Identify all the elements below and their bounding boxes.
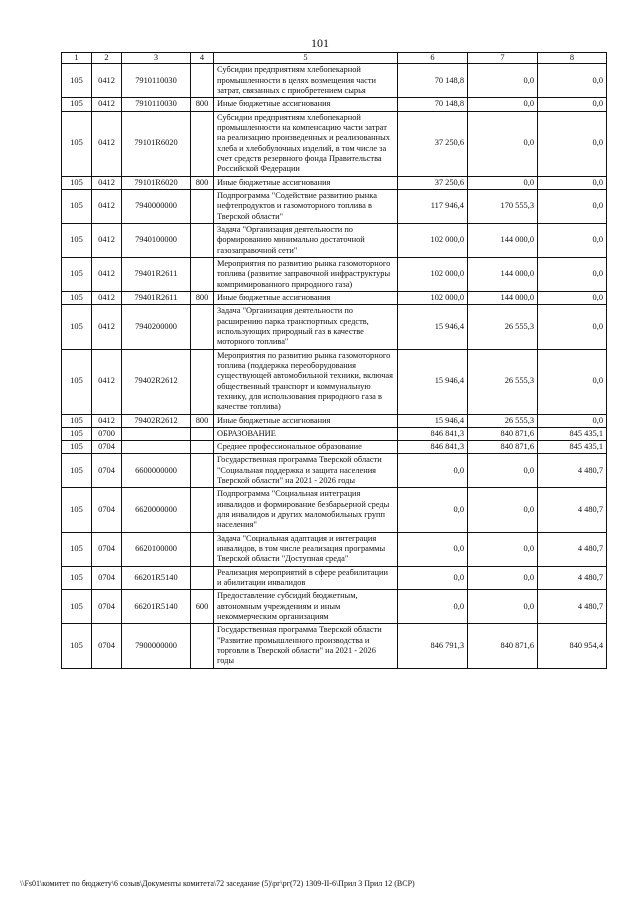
cell-amount-col8: 0,0 bbox=[538, 98, 607, 111]
cell-expense-type bbox=[191, 532, 214, 566]
cell-name: Иные бюджетные ассигнования bbox=[214, 176, 398, 189]
cell-amount-col7: 144 000,0 bbox=[468, 223, 538, 257]
cell-amount-col6: 846 841,3 bbox=[398, 427, 468, 440]
cell-amount-col7: 840 871,6 bbox=[468, 441, 538, 454]
cell-amount-col8: 0,0 bbox=[538, 291, 607, 304]
cell-amount-col8: 0,0 bbox=[538, 223, 607, 257]
cell-amount-col8: 4 480,7 bbox=[538, 488, 607, 532]
cell-amount-col7: 840 871,6 bbox=[468, 624, 538, 668]
cell-amount-col8: 0,0 bbox=[538, 64, 607, 98]
cell-name: Иные бюджетные ассигнования bbox=[214, 98, 398, 111]
cell-section-code: 0704 bbox=[92, 441, 122, 454]
cell-target-article: 79101R6020 bbox=[122, 176, 191, 189]
table-row bbox=[62, 590, 607, 624]
table-row bbox=[62, 64, 607, 98]
column-header: 4 bbox=[191, 53, 214, 64]
cell-name: Мероприятия по развитию рынка газомоторного топлива (поддержка переоборудования существующей автомобильной техники, включая общественный транспорт и коммунальную технику, для использования природного газа в качестве топлива) bbox=[214, 349, 398, 414]
cell-expense-type bbox=[191, 566, 214, 590]
cell-expense-type bbox=[191, 454, 214, 488]
cell-amount-col8: 0,0 bbox=[538, 111, 607, 176]
cell-expense-type bbox=[191, 624, 214, 668]
cell-amount-col8: 4 480,7 bbox=[538, 566, 607, 590]
cell-target-article: 6600000000 bbox=[122, 454, 191, 488]
table-row bbox=[62, 427, 607, 440]
cell-section-code: 0412 bbox=[92, 189, 122, 223]
column-header: 7 bbox=[468, 53, 538, 64]
cell-expense-type bbox=[191, 64, 214, 98]
cell-section-code: 0704 bbox=[92, 624, 122, 668]
cell-ved-code: 105 bbox=[62, 566, 92, 590]
page-number: 101 bbox=[311, 36, 329, 50]
cell-ved-code: 105 bbox=[62, 223, 92, 257]
cell-amount-col6: 117 946,4 bbox=[398, 189, 468, 223]
cell-expense-type: 800 bbox=[191, 291, 214, 304]
cell-amount-col8: 4 480,7 bbox=[538, 532, 607, 566]
cell-amount-col7: 144 000,0 bbox=[468, 257, 538, 291]
cell-amount-col8: 4 480,7 bbox=[538, 590, 607, 624]
cell-section-code: 0412 bbox=[92, 98, 122, 111]
cell-name: Задача "Организация деятельности по расширению парка транспортных средств, использующих природный газ в качестве моторного топлива" bbox=[214, 305, 398, 349]
table-row bbox=[62, 454, 607, 488]
cell-target-article: 7940000000 bbox=[122, 189, 191, 223]
cell-expense-type: 800 bbox=[191, 414, 214, 427]
table-row bbox=[62, 111, 607, 176]
cell-target-article: 7940100000 bbox=[122, 223, 191, 257]
cell-target-article bbox=[122, 441, 191, 454]
cell-name: Среднее профессиональное образование bbox=[214, 441, 398, 454]
cell-amount-col6: 0,0 bbox=[398, 532, 468, 566]
cell-name: Подпрограмма "Содействие развитию рынка нефтепродуктов и газомоторного топлива в Тверской области" bbox=[214, 189, 398, 223]
cell-amount-col7: 840 871,6 bbox=[468, 427, 538, 440]
table-row bbox=[62, 414, 607, 427]
cell-expense-type: 800 bbox=[191, 98, 214, 111]
cell-name: Иные бюджетные ассигнования bbox=[214, 291, 398, 304]
table-row bbox=[62, 98, 607, 111]
cell-section-code: 0700 bbox=[92, 427, 122, 440]
cell-amount-col7: 0,0 bbox=[468, 590, 538, 624]
cell-name: ОБРАЗОВАНИЕ bbox=[214, 427, 398, 440]
cell-section-code: 0412 bbox=[92, 305, 122, 349]
cell-ved-code: 105 bbox=[62, 111, 92, 176]
cell-amount-col7: 26 555,3 bbox=[468, 414, 538, 427]
cell-name: Реализация мероприятий в сфере реабилитации и абилитации инвалидов bbox=[214, 566, 398, 590]
table-row bbox=[62, 223, 607, 257]
cell-amount-col8: 840 954,4 bbox=[538, 624, 607, 668]
cell-ved-code: 105 bbox=[62, 454, 92, 488]
cell-amount-col6: 15 946,4 bbox=[398, 349, 468, 414]
cell-name: Государственная программа Тверской области "Социальная поддержка и защита населения Тверской области" на 2021 - 2026 годы bbox=[214, 454, 398, 488]
table-row bbox=[62, 176, 607, 189]
cell-expense-type bbox=[191, 488, 214, 532]
cell-ved-code: 105 bbox=[62, 291, 92, 304]
cell-target-article: 6620000000 bbox=[122, 488, 191, 532]
table-row bbox=[62, 566, 607, 590]
table-row bbox=[62, 305, 607, 349]
column-number-row bbox=[62, 53, 607, 64]
cell-amount-col7: 26 555,3 bbox=[468, 349, 538, 414]
cell-amount-col7: 0,0 bbox=[468, 566, 538, 590]
cell-section-code: 0412 bbox=[92, 349, 122, 414]
file-path-footer: \\Fs01\комитет по бюджету\6 созыв\Документы комитета\72 заседание (5)\рг\рг(72) 1309-II-6\Прил 3 Прил 12 (ВСР) bbox=[20, 879, 415, 888]
cell-amount-col6: 0,0 bbox=[398, 488, 468, 532]
cell-name: Задача "Организация деятельности по формированию минимально достаточной газозаправочной сети" bbox=[214, 223, 398, 257]
cell-ved-code: 105 bbox=[62, 590, 92, 624]
cell-ved-code: 105 bbox=[62, 441, 92, 454]
cell-ved-code: 105 bbox=[62, 98, 92, 111]
cell-name: Предоставление субсидий бюджетным, автономным учреждениям и иным некоммерческим организациям bbox=[214, 590, 398, 624]
cell-amount-col8: 845 435,1 bbox=[538, 441, 607, 454]
cell-section-code: 0704 bbox=[92, 590, 122, 624]
cell-amount-col8: 0,0 bbox=[538, 349, 607, 414]
cell-amount-col8: 0,0 bbox=[538, 257, 607, 291]
cell-amount-col6: 37 250,6 bbox=[398, 176, 468, 189]
cell-ved-code: 105 bbox=[62, 349, 92, 414]
cell-ved-code: 105 bbox=[62, 427, 92, 440]
cell-expense-type bbox=[191, 111, 214, 176]
cell-amount-col7: 0,0 bbox=[468, 488, 538, 532]
cell-name: Подпрограмма "Социальная интеграция инвалидов и формирование безбарьерной среды для инвалидов и других маломобильных групп населения" bbox=[214, 488, 398, 532]
cell-section-code: 0704 bbox=[92, 488, 122, 532]
cell-name: Субсидии предприятиям хлебопекарной промышленности на компенсацию части затрат на реализацию произведенных и реализованных хлеба и хлебобулочных изделий, в том числе за счет средств резервного фонда Правительства Российской Федерации bbox=[214, 111, 398, 176]
cell-amount-col6: 0,0 bbox=[398, 590, 468, 624]
cell-expense-type bbox=[191, 189, 214, 223]
table-row bbox=[62, 488, 607, 532]
cell-amount-col6: 102 000,0 bbox=[398, 223, 468, 257]
cell-amount-col7: 0,0 bbox=[468, 111, 538, 176]
cell-section-code: 0412 bbox=[92, 111, 122, 176]
cell-expense-type: 800 bbox=[191, 176, 214, 189]
cell-amount-col7: 0,0 bbox=[468, 98, 538, 111]
cell-ved-code: 105 bbox=[62, 176, 92, 189]
cell-expense-type bbox=[191, 305, 214, 349]
cell-amount-col8: 0,0 bbox=[538, 305, 607, 349]
cell-amount-col6: 846 841,3 bbox=[398, 441, 468, 454]
cell-amount-col8: 0,0 bbox=[538, 189, 607, 223]
cell-section-code: 0412 bbox=[92, 414, 122, 427]
cell-amount-col8: 4 480,7 bbox=[538, 454, 607, 488]
budget-table bbox=[61, 52, 607, 669]
cell-amount-col6: 102 000,0 bbox=[398, 257, 468, 291]
cell-target-article: 79402R2612 bbox=[122, 414, 191, 427]
cell-target-article: 79101R6020 bbox=[122, 111, 191, 176]
cell-name: Государственная программа Тверской области "Развитие промышленного производства и торговли в Тверской области" на 2021 - 2026 годы bbox=[214, 624, 398, 668]
cell-amount-col7: 0,0 bbox=[468, 454, 538, 488]
table-row bbox=[62, 624, 607, 668]
cell-amount-col7: 144 000,0 bbox=[468, 291, 538, 304]
table-row bbox=[62, 291, 607, 304]
cell-amount-col6: 70 148,8 bbox=[398, 98, 468, 111]
cell-name: Задача "Социальная адаптация и интеграция инвалидов, в том числе реализация программы Тверской области "Доступная среда" bbox=[214, 532, 398, 566]
cell-ved-code: 105 bbox=[62, 189, 92, 223]
cell-expense-type bbox=[191, 349, 214, 414]
cell-section-code: 0412 bbox=[92, 257, 122, 291]
cell-amount-col7: 170 555,3 bbox=[468, 189, 538, 223]
cell-expense-type bbox=[191, 441, 214, 454]
table-row bbox=[62, 441, 607, 454]
column-header: 1 bbox=[62, 53, 92, 64]
cell-section-code: 0704 bbox=[92, 454, 122, 488]
cell-ved-code: 105 bbox=[62, 414, 92, 427]
cell-amount-col6: 37 250,6 bbox=[398, 111, 468, 176]
cell-amount-col8: 845 435,1 bbox=[538, 427, 607, 440]
cell-ved-code: 105 bbox=[62, 624, 92, 668]
cell-section-code: 0704 bbox=[92, 532, 122, 566]
cell-target-article: 7910110030 bbox=[122, 98, 191, 111]
table-row bbox=[62, 189, 607, 223]
cell-name: Субсидии предприятиям хлебопекарной промышленности в целях возмещения части затрат, связанных с приобретением сырья bbox=[214, 64, 398, 98]
cell-amount-col7: 0,0 bbox=[468, 532, 538, 566]
cell-section-code: 0412 bbox=[92, 223, 122, 257]
cell-target-article: 79402R2612 bbox=[122, 349, 191, 414]
cell-target-article: 66201R5140 bbox=[122, 590, 191, 624]
column-header: 5 bbox=[214, 53, 398, 64]
column-header: 6 bbox=[398, 53, 468, 64]
cell-section-code: 0704 bbox=[92, 566, 122, 590]
cell-target-article: 79401R2611 bbox=[122, 291, 191, 304]
cell-amount-col7: 26 555,3 bbox=[468, 305, 538, 349]
table-body bbox=[62, 64, 607, 668]
cell-target-article bbox=[122, 427, 191, 440]
cell-name: Мероприятия по развитию рынка газомоторного топлива (развитие заправочной инфраструктуры компримированного природного газа) bbox=[214, 257, 398, 291]
cell-section-code: 0412 bbox=[92, 176, 122, 189]
cell-amount-col8: 0,0 bbox=[538, 176, 607, 189]
cell-amount-col7: 0,0 bbox=[468, 64, 538, 98]
cell-expense-type bbox=[191, 427, 214, 440]
cell-target-article: 7940200000 bbox=[122, 305, 191, 349]
cell-expense-type bbox=[191, 257, 214, 291]
table-row bbox=[62, 257, 607, 291]
cell-section-code: 0412 bbox=[92, 64, 122, 98]
table-row bbox=[62, 532, 607, 566]
cell-ved-code: 105 bbox=[62, 64, 92, 98]
cell-ved-code: 105 bbox=[62, 257, 92, 291]
cell-expense-type bbox=[191, 223, 214, 257]
cell-amount-col6: 0,0 bbox=[398, 454, 468, 488]
cell-amount-col6: 15 946,4 bbox=[398, 414, 468, 427]
column-header: 8 bbox=[538, 53, 607, 64]
cell-amount-col6: 846 791,3 bbox=[398, 624, 468, 668]
table-row bbox=[62, 349, 607, 414]
cell-amount-col8: 0,0 bbox=[538, 414, 607, 427]
cell-target-article: 6620100000 bbox=[122, 532, 191, 566]
cell-ved-code: 105 bbox=[62, 532, 92, 566]
cell-expense-type: 600 bbox=[191, 590, 214, 624]
cell-target-article: 7900000000 bbox=[122, 624, 191, 668]
cell-ved-code: 105 bbox=[62, 305, 92, 349]
cell-amount-col7: 0,0 bbox=[468, 176, 538, 189]
cell-amount-col6: 102 000,0 bbox=[398, 291, 468, 304]
cell-section-code: 0412 bbox=[92, 291, 122, 304]
cell-target-article: 66201R5140 bbox=[122, 566, 191, 590]
column-header: 2 bbox=[92, 53, 122, 64]
cell-target-article: 79401R2611 bbox=[122, 257, 191, 291]
cell-name: Иные бюджетные ассигнования bbox=[214, 414, 398, 427]
column-header: 3 bbox=[122, 53, 191, 64]
cell-amount-col6: 0,0 bbox=[398, 566, 468, 590]
cell-ved-code: 105 bbox=[62, 488, 92, 532]
cell-amount-col6: 15 946,4 bbox=[398, 305, 468, 349]
cell-amount-col6: 70 148,8 bbox=[398, 64, 468, 98]
cell-target-article: 7910110030 bbox=[122, 64, 191, 98]
